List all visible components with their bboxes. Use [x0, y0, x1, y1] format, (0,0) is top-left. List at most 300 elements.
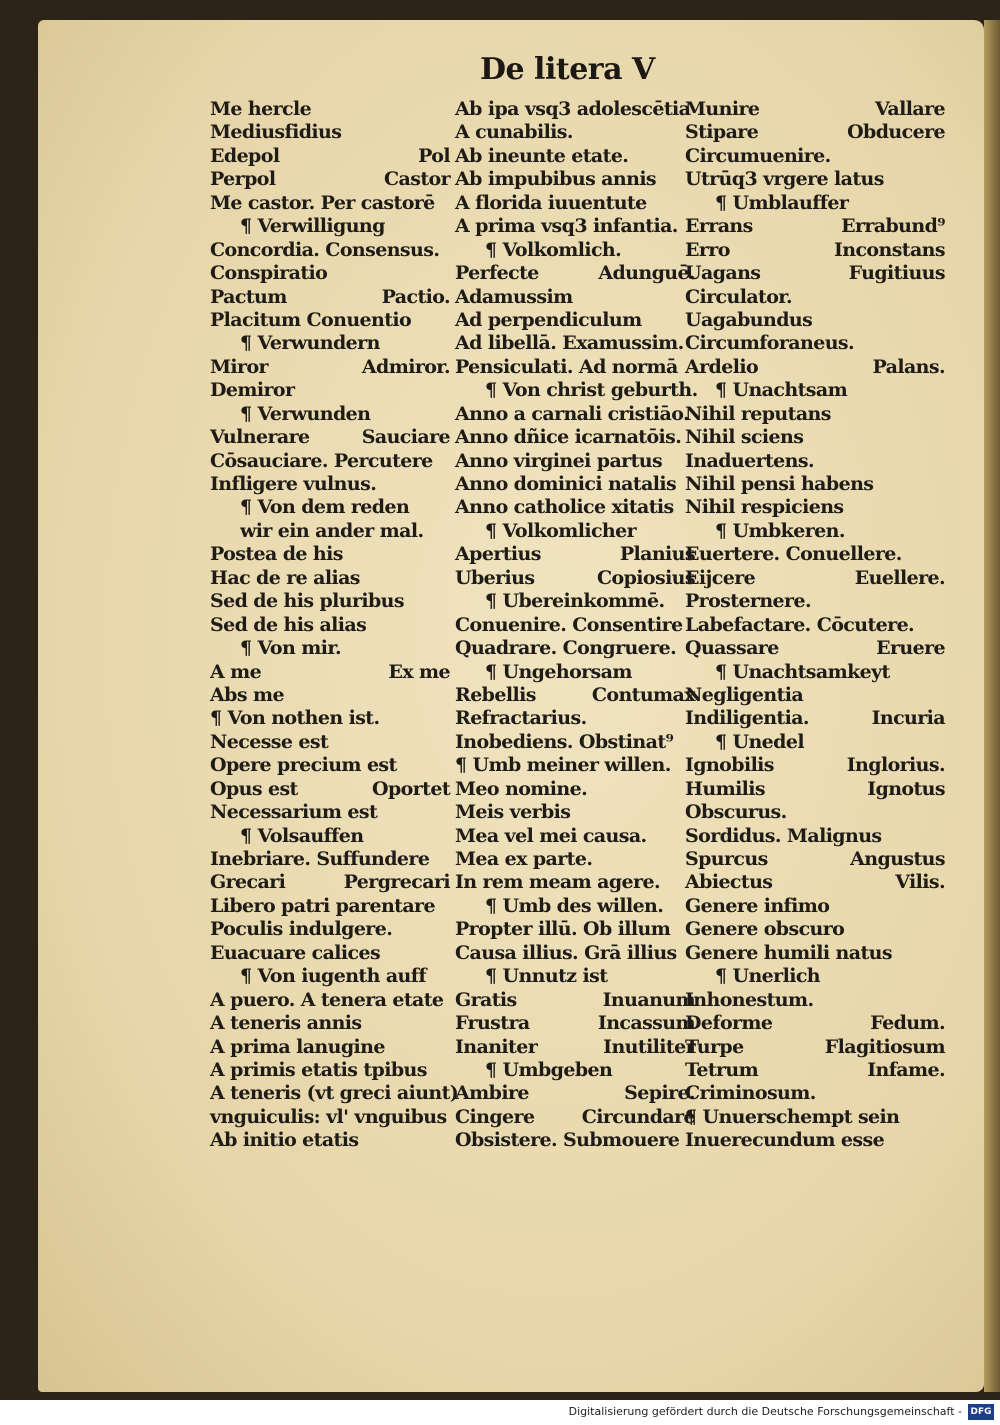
dictionary-term: Euellere.	[854, 566, 945, 589]
dictionary-line	[685, 684, 945, 707]
dictionary-line	[455, 707, 695, 730]
dictionary-term: Nihil respiciens	[685, 496, 844, 519]
dictionary-term: Pergrecari	[343, 871, 450, 894]
dictionary-term: Opere precium est	[210, 754, 397, 777]
dictionary-term: A teneris (vt greci aiunt)	[210, 1082, 459, 1105]
dictionary-line	[455, 754, 695, 777]
dictionary-term: Ab ineunte etate.	[455, 144, 629, 167]
dictionary-line	[455, 426, 695, 449]
dictionary-term: Circulator.	[685, 285, 792, 308]
text-column-1	[210, 98, 459, 1153]
dictionary-term: Conuenire. Consentire	[455, 613, 683, 636]
dictionary-term: Turpe	[685, 1035, 744, 1058]
dictionary-line	[685, 98, 945, 121]
dictionary-term: Postea de his	[210, 543, 343, 566]
dictionary-term: Abiectus	[685, 871, 773, 894]
dictionary-line	[455, 895, 695, 918]
dictionary-line	[455, 332, 695, 355]
dictionary-term: Causa illius. Grā illius	[455, 941, 677, 964]
dictionary-line	[455, 1106, 695, 1129]
dictionary-line	[210, 895, 450, 918]
dictionary-term: Criminosum.	[685, 1082, 816, 1105]
dictionary-term: Anno dñice icarnatōis.	[455, 426, 682, 449]
dictionary-term: Gratis	[455, 988, 517, 1011]
dictionary-term: A prima lanugine	[210, 1035, 385, 1058]
dictionary-line	[685, 1012, 945, 1035]
dictionary-term: Stipare	[685, 121, 759, 144]
dictionary-term: Fugitiuus	[848, 262, 945, 285]
dictionary-line	[455, 215, 695, 238]
dictionary-term: Obscurus.	[685, 801, 787, 824]
dictionary-line	[210, 520, 450, 543]
dictionary-term: Pactum	[210, 285, 287, 308]
dictionary-line	[685, 871, 945, 894]
text-column-2	[455, 98, 698, 1153]
dictionary-line	[210, 778, 450, 801]
dictionary-term: Munire	[685, 98, 760, 120]
dictionary-line	[210, 496, 450, 519]
dictionary-line	[455, 825, 695, 848]
dictionary-line	[210, 684, 450, 707]
dictionary-line	[685, 356, 945, 379]
dictionary-line	[455, 1036, 695, 1059]
dictionary-line	[455, 590, 695, 613]
dictionary-term: A me	[210, 660, 262, 683]
dictionary-term: ¶ Unachtsamkeyt	[715, 660, 890, 683]
dictionary-term: Perpol	[210, 168, 276, 191]
dictionary-term: Necessarium est	[210, 801, 378, 824]
dictionary-line	[685, 1082, 945, 1105]
dictionary-line	[455, 801, 695, 824]
dictionary-line	[685, 661, 945, 684]
dictionary-line	[455, 496, 695, 519]
dictionary-term: Adunguē.	[598, 262, 695, 285]
dictionary-line	[685, 403, 945, 426]
dictionary-term: Contumax	[591, 683, 695, 706]
dictionary-term: Infame.	[867, 1058, 945, 1081]
dictionary-term: Quadrare. Congruere.	[455, 637, 677, 660]
dictionary-term: Anno a carnali cristiāo.	[455, 402, 690, 425]
dictionary-line	[455, 473, 695, 496]
dictionary-line	[210, 262, 450, 285]
dictionary-term: A primis etatis tpibus	[210, 1058, 427, 1081]
dictionary-term: Vallare	[875, 98, 945, 120]
page-heading: De litera V	[480, 52, 655, 87]
dictionary-line	[210, 661, 450, 684]
dictionary-line	[210, 1106, 450, 1129]
dictionary-line	[455, 965, 695, 988]
dictionary-term: A cunabilis.	[455, 121, 573, 144]
dictionary-term: ¶ Von nothen ist.	[210, 707, 380, 730]
dictionary-term: Indiligentia.	[685, 707, 809, 730]
dictionary-line	[455, 848, 695, 871]
dictionary-term: ¶ Unuerschempt sein	[685, 1105, 900, 1128]
dictionary-term: Cingere	[455, 1105, 535, 1128]
dictionary-term: Edepol	[210, 144, 280, 167]
dictionary-term: Quassare	[685, 637, 779, 660]
dictionary-term: Inebriare. Suffundere	[210, 848, 430, 870]
dictionary-term: Inglorius.	[846, 754, 945, 777]
dictionary-term: vnguiculis: vl' vnguibus	[210, 1105, 447, 1128]
dictionary-line	[685, 473, 945, 496]
dictionary-term: Deforme	[685, 1012, 773, 1035]
dictionary-line	[455, 1129, 695, 1152]
dictionary-term: Nihil pensi habens	[685, 473, 874, 495]
dictionary-line	[210, 1059, 450, 1082]
dictionary-line	[455, 942, 695, 965]
dictionary-line	[685, 825, 945, 848]
dictionary-line	[210, 614, 450, 637]
dictionary-line	[685, 426, 945, 449]
dictionary-line	[455, 356, 695, 379]
dictionary-term: ¶ Umbkeren.	[715, 519, 845, 542]
dictionary-line	[210, 450, 450, 473]
dictionary-line	[210, 98, 450, 121]
dictionary-term: Miror	[210, 355, 268, 378]
dictionary-term: Vulnerare	[210, 426, 310, 449]
dictionary-term: Ex me	[388, 660, 450, 683]
dictionary-term: Humilis	[685, 777, 766, 800]
dictionary-line	[685, 778, 945, 801]
dictionary-line	[210, 801, 450, 824]
dictionary-line	[210, 731, 450, 754]
dictionary-term: ¶ Unnutz ist	[485, 965, 608, 988]
dictionary-term: Mea vel mei causa.	[455, 824, 647, 847]
dictionary-line	[685, 1036, 945, 1059]
dictionary-term: Flagitiosum	[824, 1035, 945, 1058]
dictionary-line	[210, 145, 450, 168]
dictionary-line	[455, 450, 695, 473]
dictionary-line	[685, 168, 945, 191]
dictionary-line	[455, 637, 695, 660]
dictionary-line	[455, 286, 695, 309]
dictionary-line	[685, 637, 945, 660]
dictionary-term: ¶ Ungehorsam	[485, 660, 632, 683]
dictionary-line	[210, 871, 450, 894]
dictionary-term: Castor	[384, 168, 450, 191]
dictionary-term: Pensiculati. Ad normā	[455, 355, 678, 378]
dictionary-term: ¶ Ubereinkommē.	[485, 590, 665, 613]
dictionary-line	[210, 356, 450, 379]
dictionary-line	[210, 239, 450, 262]
dictionary-term: Ardelio	[685, 355, 759, 378]
dictionary-line	[685, 309, 945, 332]
dictionary-line	[210, 567, 450, 590]
dictionary-line	[455, 731, 695, 754]
dictionary-line	[455, 168, 695, 191]
dictionary-line	[210, 918, 450, 941]
dictionary-term: Obsistere. Submouere	[455, 1129, 680, 1152]
dictionary-term: ¶ Von mir.	[240, 637, 342, 660]
dictionary-term: Euertere. Conuellere.	[685, 543, 902, 566]
dictionary-term: Inuerecundum esse	[685, 1129, 885, 1152]
dictionary-term: Ab ipa vsq3 adolescētia	[455, 98, 691, 120]
dictionary-term: Erro	[685, 238, 730, 261]
dictionary-line	[455, 1059, 695, 1082]
dictionary-term: Circumforaneus.	[685, 332, 855, 355]
dictionary-line	[685, 145, 945, 168]
dictionary-term: Incuria	[871, 707, 945, 730]
dictionary-term: Concordia. Consensus.	[210, 238, 440, 261]
dictionary-line	[210, 1036, 450, 1059]
dictionary-line	[210, 286, 450, 309]
footer-credit: Digitalisierung gefördert durch die Deutsche Forschungsgemeinschaft -	[568, 1405, 962, 1418]
dictionary-line	[685, 1129, 945, 1152]
dictionary-term: Incassum	[597, 1012, 695, 1035]
dictionary-term: Ad libellā. Examussim.	[455, 332, 684, 355]
dictionary-line	[685, 379, 945, 402]
dictionary-term: ¶ Umb meiner willen.	[455, 754, 671, 777]
dictionary-term: Labefactare. Cōcutere.	[685, 613, 915, 636]
dictionary-line	[455, 684, 695, 707]
dictionary-term: Mediusfidius	[210, 121, 342, 144]
dictionary-term: ¶ Umb des willen.	[485, 894, 664, 917]
dictionary-term: ¶ Verwunden	[240, 402, 371, 425]
dictionary-term: Hac de re alias	[210, 566, 360, 589]
dictionary-line	[210, 590, 450, 613]
dictionary-line	[210, 121, 450, 144]
dictionary-term: Libero patri parentare	[210, 894, 435, 917]
dictionary-term: Genere obscuro	[685, 918, 845, 941]
dictionary-term: In rem meam agere.	[455, 871, 660, 894]
dictionary-line	[455, 661, 695, 684]
dictionary-line	[210, 379, 450, 402]
dictionary-line	[210, 637, 450, 660]
dictionary-line	[685, 731, 945, 754]
dictionary-term: Circundare	[581, 1105, 695, 1128]
dictionary-term: wir ein ander mal.	[240, 519, 424, 542]
dictionary-term: Opus est	[210, 777, 298, 800]
dictionary-line	[210, 707, 450, 730]
dictionary-line	[685, 332, 945, 355]
dictionary-line	[455, 778, 695, 801]
dictionary-term: Abs me	[210, 683, 284, 706]
dictionary-term: Palans.	[872, 355, 945, 378]
dictionary-line	[210, 192, 450, 215]
dictionary-term: Meo nomine.	[455, 777, 588, 800]
dictionary-term: ¶ Verwundern	[240, 332, 380, 355]
dictionary-term: ¶ Volkomlich.	[485, 238, 622, 261]
dictionary-line	[210, 332, 450, 355]
dictionary-term: Meis verbis	[455, 801, 571, 824]
dictionary-term: Inconstans	[833, 238, 945, 261]
dictionary-line	[210, 1082, 459, 1105]
dictionary-line	[455, 239, 695, 262]
dictionary-term: Circumuenire.	[685, 144, 831, 167]
dictionary-term: Copiosius	[597, 566, 695, 589]
dictionary-term: Obducere	[847, 121, 945, 144]
dictionary-line	[210, 309, 450, 332]
dictionary-term: Nihil reputans	[685, 402, 831, 425]
dictionary-line	[455, 309, 695, 332]
dictionary-term: Eruere	[876, 637, 945, 660]
dictionary-term: Eijcere	[685, 566, 756, 589]
dictionary-term: Sordidus. Malignus	[685, 824, 882, 847]
dictionary-term: Inaduertens.	[685, 449, 815, 472]
dictionary-line	[685, 1059, 945, 1082]
dictionary-line	[455, 145, 695, 168]
dictionary-line	[685, 590, 945, 613]
dictionary-term: Sed de his alias	[210, 613, 367, 636]
dictionary-term: ¶ Verwilligung	[240, 215, 385, 238]
dictionary-term: Adamussim	[455, 285, 573, 308]
dictionary-line	[685, 192, 945, 215]
dictionary-term: Errans	[685, 215, 753, 238]
dictionary-term: A prima vsq3 infantia.	[455, 215, 678, 238]
dictionary-line	[685, 215, 945, 238]
dictionary-term: Vilis.	[895, 871, 945, 894]
dictionary-term: Anno catholice xitatis	[455, 496, 674, 519]
dictionary-line	[210, 989, 450, 1012]
dictionary-term: Nihil sciens	[685, 426, 804, 449]
dictionary-line	[210, 168, 450, 191]
dictionary-line	[455, 543, 695, 566]
dictionary-term: Sed de his pluribus	[210, 590, 404, 613]
dictionary-line	[210, 754, 450, 777]
dictionary-term: Grecari	[210, 871, 286, 894]
dictionary-line	[210, 848, 450, 871]
dictionary-term: Anno virginei partus	[455, 449, 663, 472]
dictionary-term: Planius	[619, 543, 695, 566]
dictionary-term: ¶ Unerlich	[715, 965, 821, 988]
dictionary-term: Uagabundus	[685, 308, 813, 331]
dictionary-term: ¶ Umblauffer	[715, 191, 849, 214]
dictionary-line	[210, 403, 450, 426]
dictionary-term: Conspiratio	[210, 262, 328, 285]
dictionary-line	[455, 403, 695, 426]
dictionary-term: Oportet	[372, 777, 450, 800]
dictionary-term: Placitum Conuentio	[210, 308, 412, 331]
dictionary-term: Inobediens. Obstinat⁹	[455, 730, 674, 753]
dictionary-term: Me castor. Per castorē	[210, 191, 435, 214]
dictionary-line	[210, 1012, 450, 1035]
dictionary-term: Ab impubibus annis	[455, 168, 657, 191]
dictionary-term: ¶ Von christ geburth.	[485, 379, 698, 402]
dictionary-line	[210, 543, 450, 566]
dictionary-term: ¶ Von dem reden	[240, 496, 410, 519]
dictionary-term: Anno dominici natalis	[455, 473, 677, 495]
dictionary-line	[210, 426, 450, 449]
dictionary-term: Infligere vulnus.	[210, 473, 377, 495]
dictionary-term: Ignotus	[867, 777, 945, 800]
dictionary-line	[455, 262, 695, 285]
dictionary-term: Propter illū. Ob illum	[455, 918, 671, 941]
dictionary-term: Uberius	[455, 566, 535, 589]
dictionary-line	[210, 825, 450, 848]
dictionary-term: ¶ Unachtsam	[715, 379, 848, 402]
dictionary-line	[455, 121, 695, 144]
dictionary-term: Ambire	[455, 1082, 529, 1105]
dictionary-term: Spurcus	[685, 848, 768, 870]
dictionary-term: A florida iuuentute	[455, 191, 647, 214]
dictionary-line	[455, 918, 695, 941]
dictionary-line	[685, 801, 945, 824]
dictionary-line	[685, 262, 945, 285]
dictionary-line	[685, 1106, 945, 1129]
dictionary-term: A teneris annis	[210, 1012, 362, 1035]
dictionary-term: Ad perpendiculum	[455, 308, 642, 331]
text-column-3	[685, 98, 945, 1153]
dictionary-term: Inutiliter	[603, 1035, 695, 1058]
dictionary-line	[685, 918, 945, 941]
dictionary-line	[210, 1129, 450, 1152]
dictionary-term: Poculis indulgere.	[210, 918, 393, 941]
dictionary-term: Angustus	[850, 848, 945, 870]
dictionary-line	[210, 473, 450, 496]
dictionary-term: Tetrum	[685, 1058, 759, 1081]
dictionary-line	[685, 754, 945, 777]
dictionary-line	[685, 707, 945, 730]
dfg-logo: DFG	[968, 1404, 994, 1420]
dictionary-term: A puero. A tenera etate	[210, 988, 444, 1011]
dictionary-line	[455, 989, 695, 1012]
dictionary-term: Euacuare calices	[210, 941, 381, 964]
dictionary-term: Genere infimo	[685, 894, 830, 917]
dictionary-line	[685, 614, 945, 637]
dictionary-term: Sepire.	[624, 1082, 695, 1105]
dictionary-line	[685, 848, 945, 871]
dictionary-term: Necesse est	[210, 730, 329, 753]
dictionary-term: ¶ Volsauffen	[240, 824, 364, 847]
dictionary-line	[455, 871, 695, 894]
dictionary-term: Ignobilis	[685, 754, 774, 777]
dictionary-term: Negligentia	[685, 683, 804, 706]
dictionary-term: Fedum.	[870, 1012, 945, 1035]
dictionary-line	[455, 1012, 695, 1035]
dictionary-term: Sauciare	[361, 426, 450, 449]
dictionary-line	[685, 895, 945, 918]
dictionary-line	[685, 965, 945, 988]
dictionary-term: Ab initio etatis	[210, 1129, 359, 1152]
dictionary-term: Inhonestum.	[685, 988, 814, 1011]
dictionary-term: Genere humili natus	[685, 941, 892, 964]
dictionary-term: Pactio.	[381, 285, 450, 308]
dictionary-term: Prosternere.	[685, 590, 811, 613]
dictionary-line	[685, 989, 945, 1012]
dictionary-term: ¶ Volkomlicher	[485, 519, 637, 542]
dictionary-line	[455, 379, 698, 402]
dictionary-term: Apertius	[455, 543, 541, 566]
dictionary-line	[685, 450, 945, 473]
dictionary-line	[210, 965, 450, 988]
dictionary-term: ¶ Unedel	[715, 730, 804, 753]
dictionary-term: Perfecte	[455, 262, 539, 285]
dictionary-line	[685, 286, 945, 309]
dictionary-line	[455, 192, 695, 215]
dictionary-term: Uagans	[685, 262, 761, 285]
dictionary-term: Demiror	[210, 379, 295, 402]
dictionary-line	[685, 567, 945, 590]
dictionary-term: Refractarius.	[455, 707, 587, 730]
dictionary-line	[685, 496, 945, 519]
dictionary-term: Utrūq3 vrgere latus	[685, 168, 884, 191]
dictionary-term: ¶ Von iugenth auff	[240, 965, 426, 988]
dictionary-line	[455, 614, 695, 637]
dictionary-line	[685, 121, 945, 144]
dictionary-term: Admiror.	[361, 355, 450, 378]
dictionary-term: Me hercle	[210, 98, 312, 120]
dictionary-term: ¶ Umbgeben	[485, 1058, 613, 1081]
dictionary-term: Cōsauciare. Percutere	[210, 449, 433, 472]
dictionary-term: Pol	[418, 144, 450, 167]
footer-bar	[0, 1400, 1000, 1425]
dictionary-line	[455, 98, 695, 121]
dictionary-term: Frustra	[455, 1012, 530, 1035]
dictionary-line	[455, 1082, 695, 1105]
dictionary-line	[685, 239, 945, 262]
dictionary-line	[455, 567, 695, 590]
dictionary-line	[685, 942, 945, 965]
